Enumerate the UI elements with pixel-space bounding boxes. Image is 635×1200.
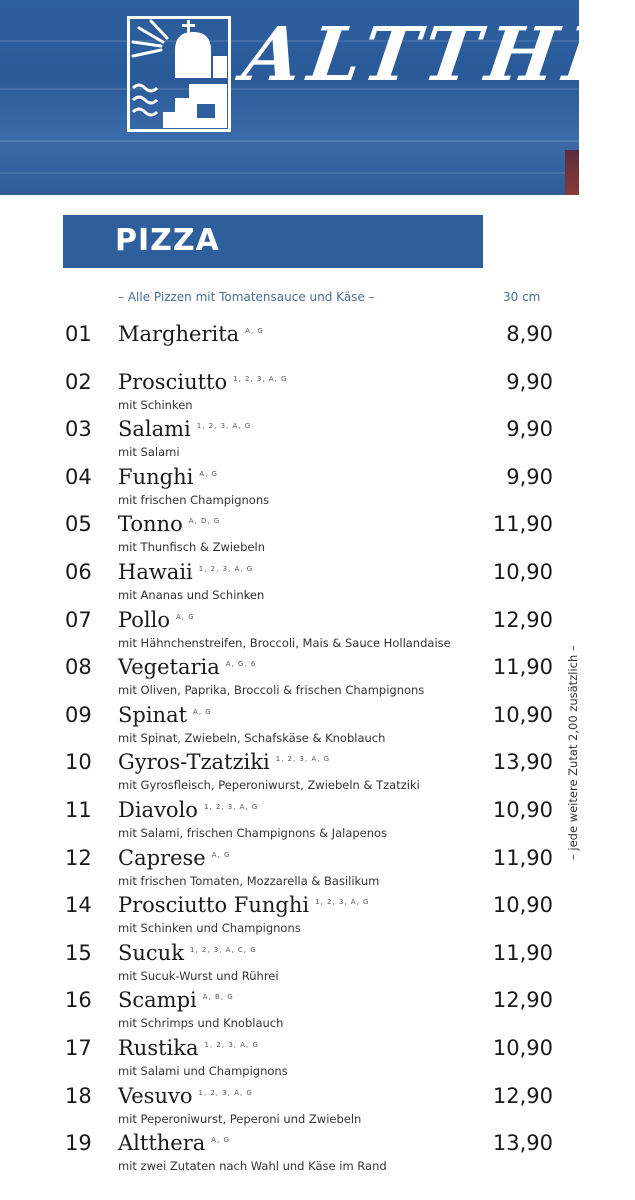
item-name-wrapper [118,322,264,346]
item-name-wrapper [118,941,257,965]
item-allergens: 1, 2, 3, A, G [198,564,254,573]
church-logo [127,16,231,132]
item-number: 12 [65,845,92,870]
item-name: Diavolo [118,797,198,822]
menu-item [0,939,579,987]
item-allergens: A, G, 6 [225,660,257,669]
item-name: Sucuk [118,940,184,965]
item-allergens: A, B, G [202,993,234,1002]
item-description: mit Salami, frischen Champignons & Jalapenos [118,825,388,840]
menu-item [0,1082,579,1130]
item-number: 08 [65,655,92,680]
item-allergens: 1, 2, 3, A, G [203,802,259,811]
item-name: Scampi [118,988,197,1013]
item-description: mit Schinken [118,397,193,412]
item-number: 04 [65,464,92,489]
menu-item [0,748,579,796]
item-name: Prosciutto [118,369,228,394]
item-name: Margherita [118,322,240,346]
item-allergens: 1, 2, 3, A, G [315,898,370,907]
item-allergens: A, G [176,612,195,621]
item-price: 11,90 [492,940,553,965]
item-name: Caprese [118,845,206,870]
item-price: 12,90 [492,1083,553,1108]
item-allergens: 1, 2, 3, A, G [204,1040,259,1049]
item-description: mit Salami [118,445,180,460]
menu-item [0,796,579,844]
item-name-wrapper [118,417,251,441]
item-name: Prosciutto Funghi [118,893,310,918]
item-number: 19 [65,1131,92,1156]
item-allergens: A, G [193,707,212,716]
item-name-wrapper [118,846,230,870]
item-price: 10,90 [492,1035,553,1060]
item-name: Funghi [118,464,194,489]
item-price: 9,90 [506,417,553,442]
item-name: Tonno [118,512,183,537]
item-description: mit Sucuk-Wurst und Rührei [118,968,279,983]
item-number: 03 [65,417,92,442]
item-description: mit frischen Champignons [118,492,270,507]
menu-item [0,1034,579,1082]
item-name: Rustika [118,1035,199,1060]
item-allergens: 1, 2, 3, A, G [198,1088,253,1097]
item-allergens: 1, 2, 3, A, G [196,422,252,431]
item-price: 13,90 [492,1131,553,1156]
item-name-wrapper [118,988,234,1012]
item-name: Hawaii [118,559,193,584]
menu-item [0,415,579,463]
menu-item [0,986,579,1034]
item-allergens: 1, 2, 3, A, G [233,374,288,383]
item-description: mit frischen Tomaten, Mozzarella & Basilikum [118,873,380,888]
item-number: 02 [65,369,92,394]
item-price: 11,90 [492,845,553,870]
item-price: 12,90 [492,607,553,632]
item-name-wrapper [118,465,218,489]
item-name-wrapper [118,655,256,679]
menu-item [0,1129,579,1177]
menu-item [0,606,579,654]
item-name-wrapper [118,370,288,394]
item-name: Altthera [118,1131,206,1156]
item-price: 10,90 [492,559,553,584]
item-description: mit Ananas und Schinken [118,587,265,602]
item-description: mit Spinat, Zwiebeln, Schafskäse & Knoblauch [118,730,386,745]
item-allergens: 1, 2, 3, A, G [275,755,331,764]
item-name-wrapper [118,608,195,632]
section-header-bar [63,215,483,268]
item-name: Pollo [118,607,170,632]
menu-item [0,368,579,416]
item-name-wrapper [118,1036,259,1060]
item-allergens: 1, 2, 3, A, C, G [189,945,257,954]
item-description: mit Gyrosfleisch, Peperoniwurst, Zwiebeln & Tzatziki [118,778,420,793]
item-description: mit Schrimps und Knoblauch [118,1016,284,1031]
item-number: 05 [65,512,92,537]
item-price: 9,90 [506,464,553,489]
item-number: 14 [65,893,92,918]
item-price: 13,90 [492,750,553,775]
item-price: 10,90 [492,797,553,822]
item-name-wrapper [118,1084,253,1108]
item-description: mit Schinken und Champignons [118,921,301,936]
item-number: 18 [65,1083,92,1108]
item-number: 09 [65,702,92,727]
item-price: 8,90 [506,322,553,346]
item-name-wrapper [118,512,220,536]
background-detail [565,150,579,195]
item-name: Salami [118,417,191,442]
water-texture [0,172,579,174]
item-description: mit Thunfisch & Zwiebeln [118,540,265,555]
item-description: mit Hähnchenstreifen, Broccoli, Mais & Sauce Hollandaise [118,635,451,650]
item-description: mit Peperoniwurst, Peperoni und Zwiebeln [118,1111,362,1126]
item-number: 17 [65,1035,92,1060]
section-subtitle: – Alle Pizzen mit Tomatensauce und Käse – [118,290,375,304]
item-number: 15 [65,940,92,965]
menu-item [0,653,579,701]
menu-item [0,891,579,939]
menu-item [0,463,579,511]
item-name-wrapper [118,798,258,822]
item-name: Vegetaria [118,655,220,680]
section-title: PIZZA [115,223,220,258]
item-allergens: A, G [245,327,264,335]
item-price: 12,90 [492,988,553,1013]
item-name-wrapper [118,893,369,917]
item-name: Spinat [118,702,188,727]
item-allergens: A, D, G [188,517,221,526]
menu-item [0,558,579,606]
item-number: 07 [65,607,92,632]
item-price: 9,90 [506,369,553,394]
menu-item [0,701,579,749]
brand-name: ALTTHE [237,12,635,98]
item-number: 06 [65,559,92,584]
size-label: 30 cm [503,290,541,304]
item-allergens: A, G [211,1136,230,1145]
item-name: Vesuvo [118,1083,193,1108]
item-description: mit Oliven, Paprika, Broccoli & frischen Champignons [118,683,425,698]
menu-item [0,510,579,558]
extra-topping-note: – jede weitere Zutat 2,00 zusätzlich – [566,645,580,860]
item-price: 10,90 [492,702,553,727]
item-price: 11,90 [492,655,553,680]
pizza-menu-list [0,320,579,1177]
item-number: 11 [65,797,92,822]
item-description: mit Salami und Champignons [118,1063,288,1078]
item-allergens: A, G [199,469,218,478]
item-price: 10,90 [492,893,553,918]
item-name-wrapper [118,750,330,774]
item-number: 01 [65,322,92,346]
item-number: 16 [65,988,92,1013]
item-name-wrapper [118,703,212,727]
item-name: Gyros-Tzatziki [118,750,270,775]
item-allergens: A, G [211,850,231,859]
menu-item [0,844,579,892]
item-number: 10 [65,750,92,775]
header-banner [0,0,635,195]
item-name-wrapper [118,1131,230,1155]
water-texture [0,140,579,142]
item-price: 11,90 [492,512,553,537]
item-description: mit zwei Zutaten nach Wahl und Käse im Rand [118,1159,387,1174]
item-name-wrapper [118,560,253,584]
menu-item [0,320,579,368]
